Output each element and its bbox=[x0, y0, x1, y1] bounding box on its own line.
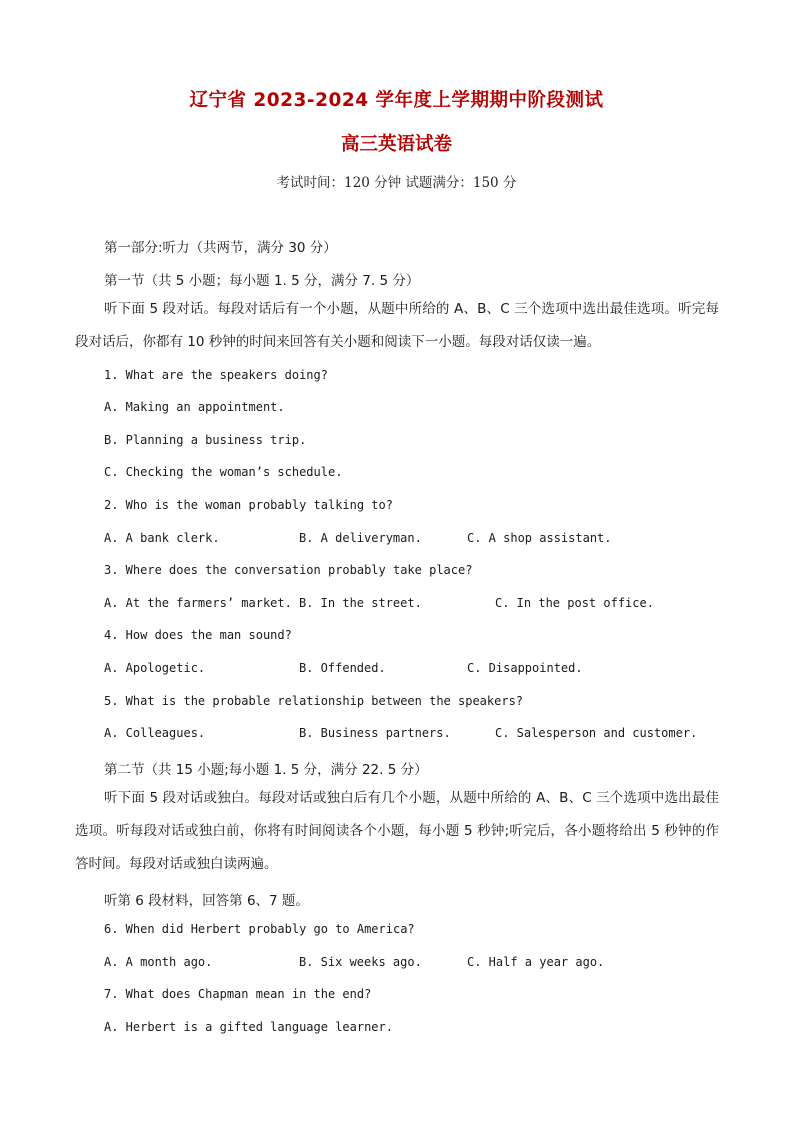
question-7-stem: 7. What does Chapman mean in the end? bbox=[104, 987, 372, 1001]
question-3-option-c: C. In the post office. bbox=[495, 596, 654, 610]
question-5-stem: 5. What is the probable relationship between the speakers? bbox=[104, 694, 524, 708]
section2-instructions: 听下面 5 段对话或独白。每段对话或独白后有几个小题，从题中所给的 A、B、C 三个选项中选出最佳选项。听每段对话或独白前，你将有时间阅读各个小题，每小题 5 秒钟;听完后，各小题将给出 5 秒钟的作答时间。每段对话或独白读两遍。 bbox=[75, 790, 719, 872]
material-6-note: 听第 6 段材料，回答第 6、7 题。 bbox=[104, 893, 309, 909]
question-3-option-b: B. In the street. bbox=[299, 596, 422, 610]
question-4-stem: 4. How does the man sound? bbox=[104, 628, 292, 642]
question-6-option-b: B. Six weeks ago. bbox=[299, 955, 422, 969]
question-6-option-a: A. A month ago. bbox=[104, 955, 213, 969]
question-1-option-a: A. Making an appointment. bbox=[104, 400, 285, 414]
question-2-option-a: A. A bank clerk. bbox=[104, 531, 220, 545]
question-2-option-b: B. A deliveryman. bbox=[299, 531, 422, 545]
question-6-option-c: C. Half a year ago. bbox=[467, 955, 605, 969]
question-3-stem: 3. Where does the conversation probably take place? bbox=[104, 563, 473, 577]
question-5-option-b: B. Business partners. bbox=[299, 726, 451, 740]
question-2-stem: 2. Who is the woman probably talking to? bbox=[104, 498, 393, 512]
exam-subtitle: 高三英语试卷 bbox=[340, 134, 452, 155]
question-5-option-c: C. Salesperson and customer. bbox=[495, 726, 698, 740]
question-2-option-c: C. A shop assistant. bbox=[467, 531, 612, 545]
question-7-option-a: A. Herbert is a gifted language learner. bbox=[104, 1020, 393, 1034]
exam-info: 考试时间：120 分钟 试题满分：150 分 bbox=[276, 175, 517, 191]
part1-heading: 第一部分:听力（共两节，满分 30 分） bbox=[104, 240, 337, 256]
question-1-option-b: B. Planning a business trip. bbox=[104, 433, 307, 447]
question-1-option-c: C. Checking the woman’s schedule. bbox=[104, 465, 343, 479]
question-4-option-b: B. Offended. bbox=[299, 661, 386, 675]
question-3-option-a: A. At the farmers’ market. bbox=[104, 596, 292, 610]
exam-title: 辽宁省 2023-2024 学年度上学期期中阶段测试 bbox=[189, 90, 604, 111]
question-4-option-c: C. Disappointed. bbox=[467, 661, 583, 675]
question-5-option-a: A. Colleagues. bbox=[104, 726, 206, 740]
question-1-stem: 1. What are the speakers doing? bbox=[104, 368, 328, 382]
question-4-option-a: A. Apologetic. bbox=[104, 661, 206, 675]
question-6-stem: 6. When did Herbert probably go to America? bbox=[104, 922, 415, 936]
section1-heading: 第一节（共 5 小题；每小题 1. 5 分，满分 7. 5 分） bbox=[104, 273, 420, 289]
section1-instructions: 听下面 5 段对话。每段对话后有一个小题，从题中所给的 A、B、C 三个选项中选出最佳选项。听完每段对话后，你都有 10 秒钟的时间来回答有关小题和阅读下一小题。每段对话仅读一遍。 bbox=[75, 301, 719, 350]
section2-heading: 第二节（共 15 小题;每小题 1. 5 分，满分 22. 5 分） bbox=[104, 762, 428, 778]
